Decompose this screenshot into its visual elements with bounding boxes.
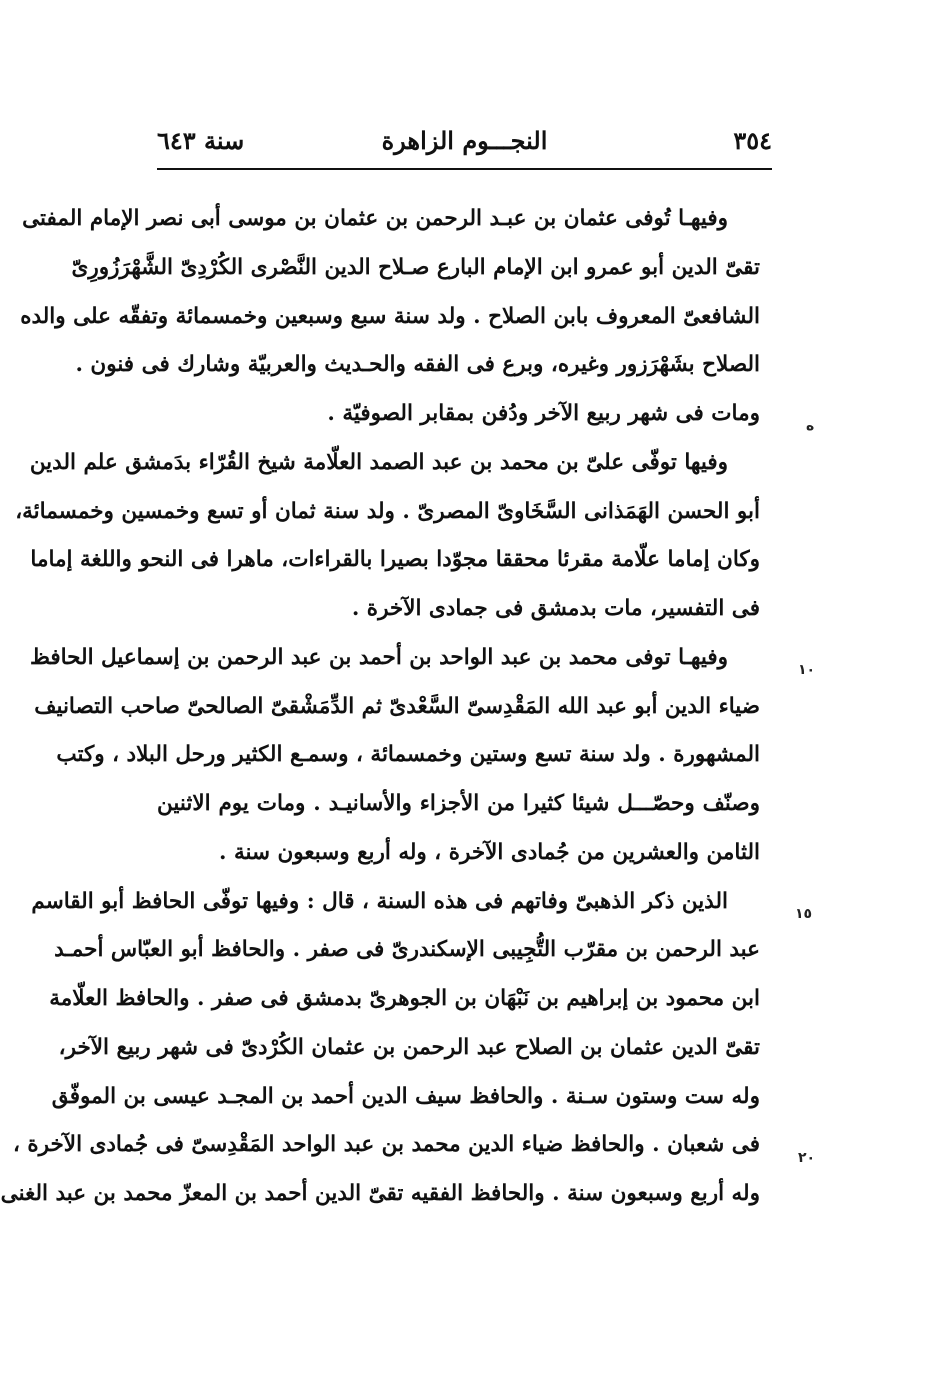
year-heading: سنة ٦٤٣ [157, 126, 245, 155]
text-line: وفيها توفّى علىّ بن محمد بن عبد الصمد العلّامة شيخ القُرّاء بدَمشق علم الدين [29, 449, 728, 475]
book-title: النجـــوم الزاهرة [381, 126, 548, 155]
text-line: تقىّ الدين أبو عمرو ابن الإمام البارع صـلاح الدين النَّصْرى الكُرْدِىّ الشَّهْرَزُورِىّ [71, 254, 760, 280]
body-text [0, 195, 760, 1219]
header-rule [157, 168, 772, 170]
text-line: أبو الحسن الهَمَذانى السَّخَاوىّ المصرىّ . ولد سنة ثمان أو تسع وخمسين وخمسمائة، [15, 498, 760, 524]
page-number: ٣٥٤ [733, 126, 772, 155]
text-line: عبد الرحمن بن مقرّب التُّجِيبى الإسكندرىّ فى صفر . والحافظ أبو العبّاس أحمـد [54, 937, 760, 963]
text-line: ضياء الدين أبو عبد الله المَقْدِسىّ السَّعْدىّ ثم الدِّمَشْقىّ الصالحىّ صاحب التصانيف [34, 693, 760, 719]
text-line: وفيهـا توفى محمد بن عبد الواحد بن أحمد بن عبد الرحمن بن إسماعيل الحافظ [29, 644, 728, 670]
text-line: المشهورة . ولد سنة تسع وستين وخمسمائة ، وسمـع الكثير ورحل البلاد ، وكتب [56, 742, 760, 768]
text-line: وصنّف وحصّـــل شيئا كثيرا من الأجزاء والأسانيـد . ومات يوم الاثنين [157, 791, 760, 816]
line-marker-15: ١٥ [795, 906, 813, 922]
line-marker-5: ه [806, 418, 815, 434]
text-line: فى التفسير، مات بدمشق فى جمادى الآخرة . [351, 596, 760, 621]
line-marker-10: ١٠ [798, 662, 816, 678]
line-marker-20: ٢٠ [798, 1150, 816, 1166]
text-line: تقىّ الدين عثمان بن الصلاح عبد الرحمن بن عثمان الكُرْدىّ فى شهر ربيع الآخر، [58, 1034, 760, 1060]
text-line: وله ست وستون سـنة . والحافظ سيف الدين أحمد بن المجـد عيسى بن الموفّق [51, 1083, 760, 1109]
text-line: وله أربع وسبعون سنة . والحافظ الفقيه تقىّ الدين أحمد بن المعزّ محمد بن عبد الغنى [0, 1181, 760, 1206]
text-line: فى شعبان . والحافظ ضياء الدين محمد بن عبد الواحد المَقْدِسىّ فى جُمادى الآخرة ، [12, 1132, 760, 1158]
text-line: الذين ذكر الذهبىّ وفاتهم فى هذه السنة ، قال : وفيها توفّى الحافظ أبو القاسم [31, 888, 728, 914]
text-line: الشافعىّ المعروف بابن الصلاح . ولد سنة سبع وسبعين وخمسمائة وتفقّه على والده [20, 303, 760, 329]
text-line: الصلاح بشَهْرَزور وغيره، وبرع فى الفقه والحـديث والعربيّة وشارك فى فنون . [75, 352, 760, 378]
running-header [157, 122, 772, 162]
text-line: الثامن والعشرين من جُمادى الآخرة ، وله أربع وسبعون سنة . [218, 839, 760, 865]
text-line: وفيهـا تُوفى عثمان بن عبـد الرحمن بن عثمان بن موسى أبى نصر الإمام المفتى [22, 206, 728, 231]
text-line: ابن محمود بن إبراهيم بن نَبْهَان بن الجوهرىّ بدمشق فى صفر . والحافظ العلّامة [49, 986, 760, 1011]
text-line: ومات فى شهر ربيع الآخر ودُفن بمقابر الصوفيّة . [327, 401, 760, 426]
text-line: وكان إماما علّامة مقرئا محققا مجوّدا بصيرا بالقراءات، ماهرا فى النحو واللغة إماما [30, 547, 760, 573]
